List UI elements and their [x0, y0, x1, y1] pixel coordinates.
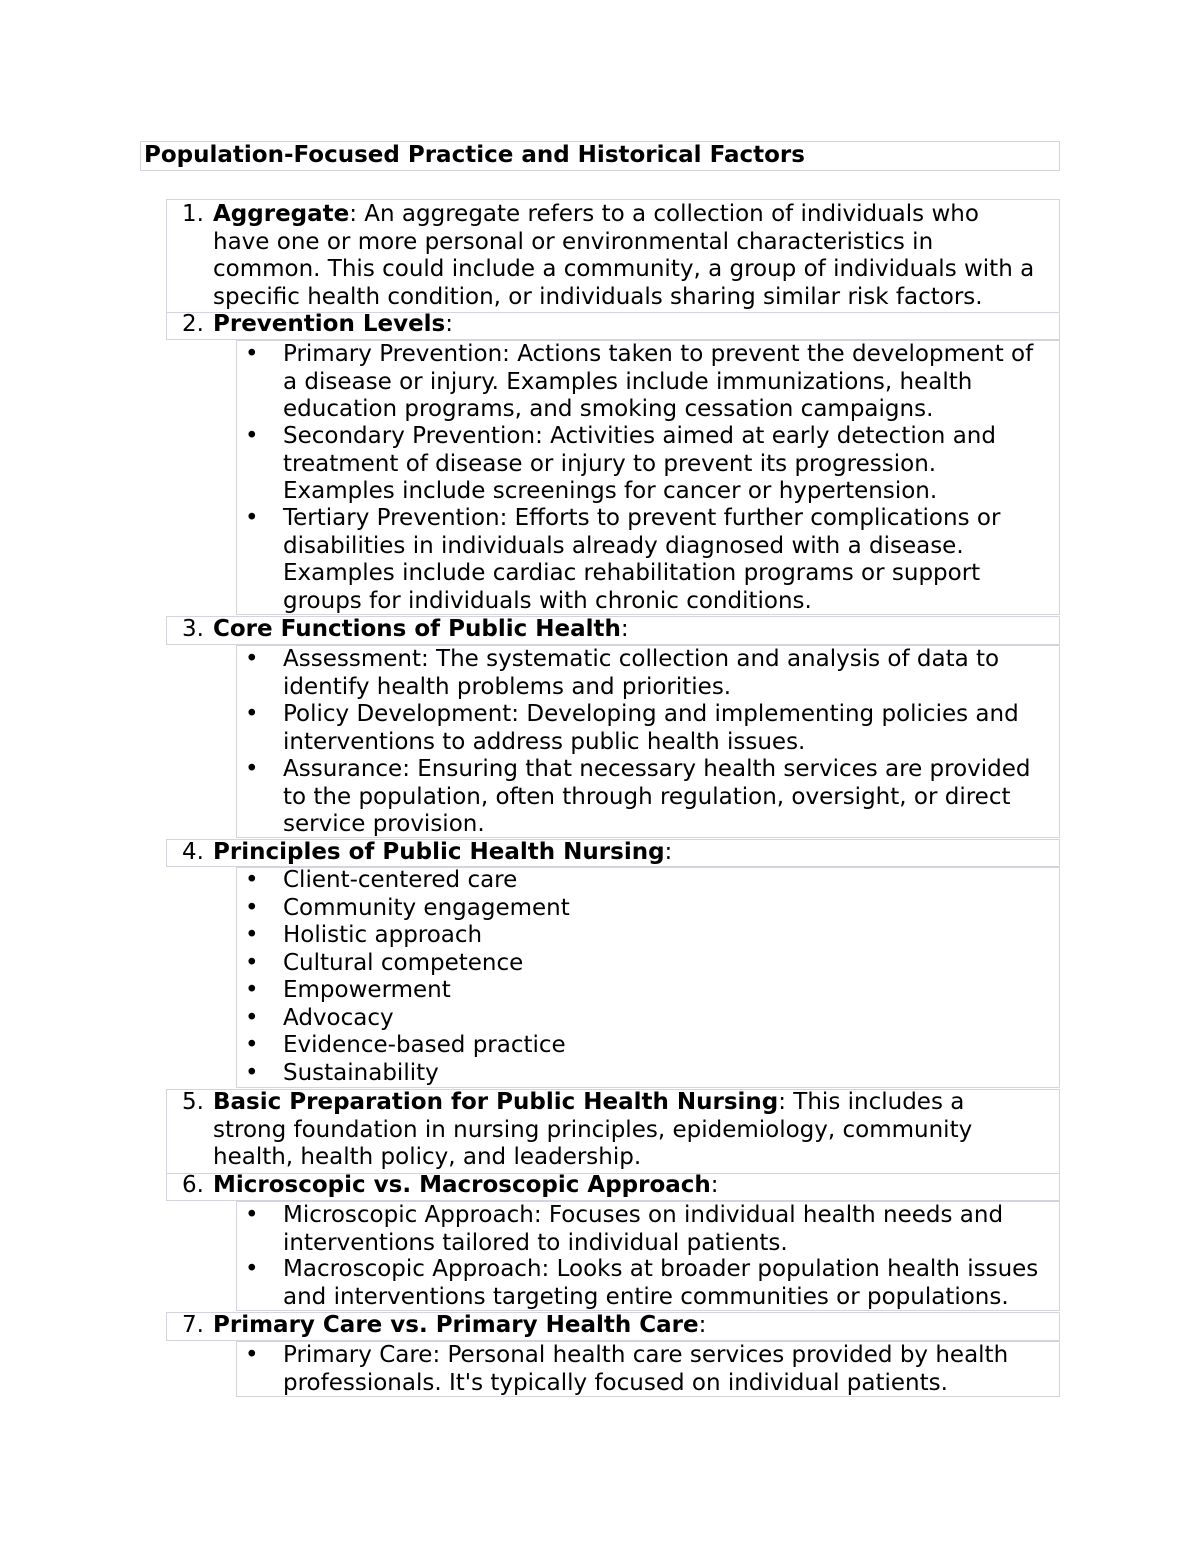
- bullet-dot: •: [245, 341, 259, 367]
- bullet-text: Primary Prevention: Actions taken to prevent the development of a disease or injury. Examples include immunizations, health education programs, and smoking cessation campaigns.: [283, 341, 1034, 422]
- bullet-text: Evidence-based practice: [283, 1032, 566, 1058]
- bullet-text: Holistic approach: [283, 922, 483, 948]
- bullet-dot: •: [245, 977, 259, 1003]
- bullet-dot: •: [245, 1032, 259, 1058]
- bullet-dot: •: [245, 895, 259, 921]
- page-title: Population-Focused Practice and Historical Factors: [144, 142, 805, 168]
- item-1-text: [213, 201, 1061, 311]
- bullet-dot: •: [245, 1005, 259, 1031]
- bullet-text: Tertiary Prevention: Efforts to prevent further complications or disabilities in individuals already diagnosed with a disease. Examples include cardiac rehabilitation programs or support groups for individuals with chronic conditions.: [283, 505, 1001, 614]
- bullet-text: Community engagement: [283, 895, 570, 921]
- bullet-dot: •: [245, 756, 259, 782]
- item-6-heading: Microscopic vs. Macroscopic Approach:: [213, 1172, 719, 1198]
- bullet-text: Cultural competence: [283, 950, 524, 976]
- item-text-line: : An aggregate refers to a collection of individuals who: [349, 201, 979, 227]
- item-4-heading: Principles of Public Health Nursing:: [213, 839, 673, 865]
- item-number: 3.: [182, 616, 204, 642]
- bullet-dot: •: [245, 646, 259, 672]
- bullet-text: Primary Care: Personal health care services provided by health professionals. It's typically focused on individual patients.: [283, 1342, 1009, 1396]
- item-term: Primary Care vs. Primary Health Care: [213, 1312, 699, 1338]
- bullet-dot: •: [245, 505, 259, 531]
- item-term: Prevention Levels: [213, 311, 446, 337]
- item-number: 1.: [182, 201, 204, 227]
- bullet-text: Client-centered care: [283, 867, 518, 893]
- bullet-dot: •: [245, 701, 259, 727]
- bullet-text: Secondary Prevention: Activities aimed at early detection and treatment of disease or injury to prevent its progression. Examples include screenings for cancer or hypertension.: [283, 423, 996, 504]
- item-text-line: common. This could include a community, a group of individuals with a: [213, 256, 1035, 282]
- item-number: 7.: [182, 1312, 204, 1338]
- bullet-dot: •: [245, 423, 259, 449]
- item-7-heading: Primary Care vs. Primary Health Care:: [213, 1312, 707, 1338]
- item-text-line: specific health condition, or individuals sharing similar risk factors.: [213, 283, 983, 310]
- bullet-text: Sustainability: [283, 1060, 439, 1086]
- item-term: Aggregate: [213, 201, 350, 227]
- bullet-text: Advocacy: [283, 1005, 394, 1031]
- item-term: Principles of Public Health Nursing: [213, 839, 665, 865]
- bullet-text: Microscopic Approach: Focuses on individual health needs and interventions tailored to individual patients.: [283, 1202, 1004, 1256]
- item-number: 2.: [182, 311, 204, 337]
- item-3-heading: Core Functions of Public Health:: [213, 616, 629, 642]
- bullet-dot: •: [245, 950, 259, 976]
- item-number: 5.: [182, 1089, 204, 1115]
- bullet-text: Empowerment: [283, 977, 451, 1003]
- item-2-heading: Prevention Levels:: [213, 311, 453, 337]
- item-term: Basic Preparation for Public Health Nursing: [213, 1089, 779, 1115]
- item-text-line: have one or more personal or environmental characteristics in: [213, 228, 934, 255]
- item-term: Core Functions of Public Health: [213, 616, 621, 642]
- item-term: Microscopic vs. Macroscopic Approach: [213, 1172, 711, 1198]
- bullet-dot: •: [245, 922, 259, 948]
- item-5-text: Basic Preparation for Public Health Nursing: This includes a strong foundation in nursing principles, epidemiology, community health, health policy, and leadership.: [213, 1089, 973, 1170]
- bullet-text: Assessment: The systematic collection and analysis of data to identify health problems and priorities.: [283, 646, 1000, 700]
- bullet-text: Policy Development: Developing and implementing policies and interventions to address public health issues.: [283, 701, 1019, 755]
- bullet-dot: •: [245, 1060, 259, 1086]
- bullet-text: Macroscopic Approach: Looks at broader population health issues and interventions targeting entire communities or populations.: [283, 1256, 1039, 1310]
- bullet-dot: •: [245, 1342, 259, 1368]
- bullet-dot: •: [245, 867, 259, 893]
- item-number: 4.: [182, 839, 204, 865]
- bullet-text: Assurance: Ensuring that necessary health services are provided to the population, often through regulation, oversight, or direct service provision.: [283, 756, 1031, 837]
- bullet-dot: •: [245, 1202, 259, 1228]
- item-number: 6.: [182, 1172, 204, 1198]
- bullet-dot: •: [245, 1256, 259, 1282]
